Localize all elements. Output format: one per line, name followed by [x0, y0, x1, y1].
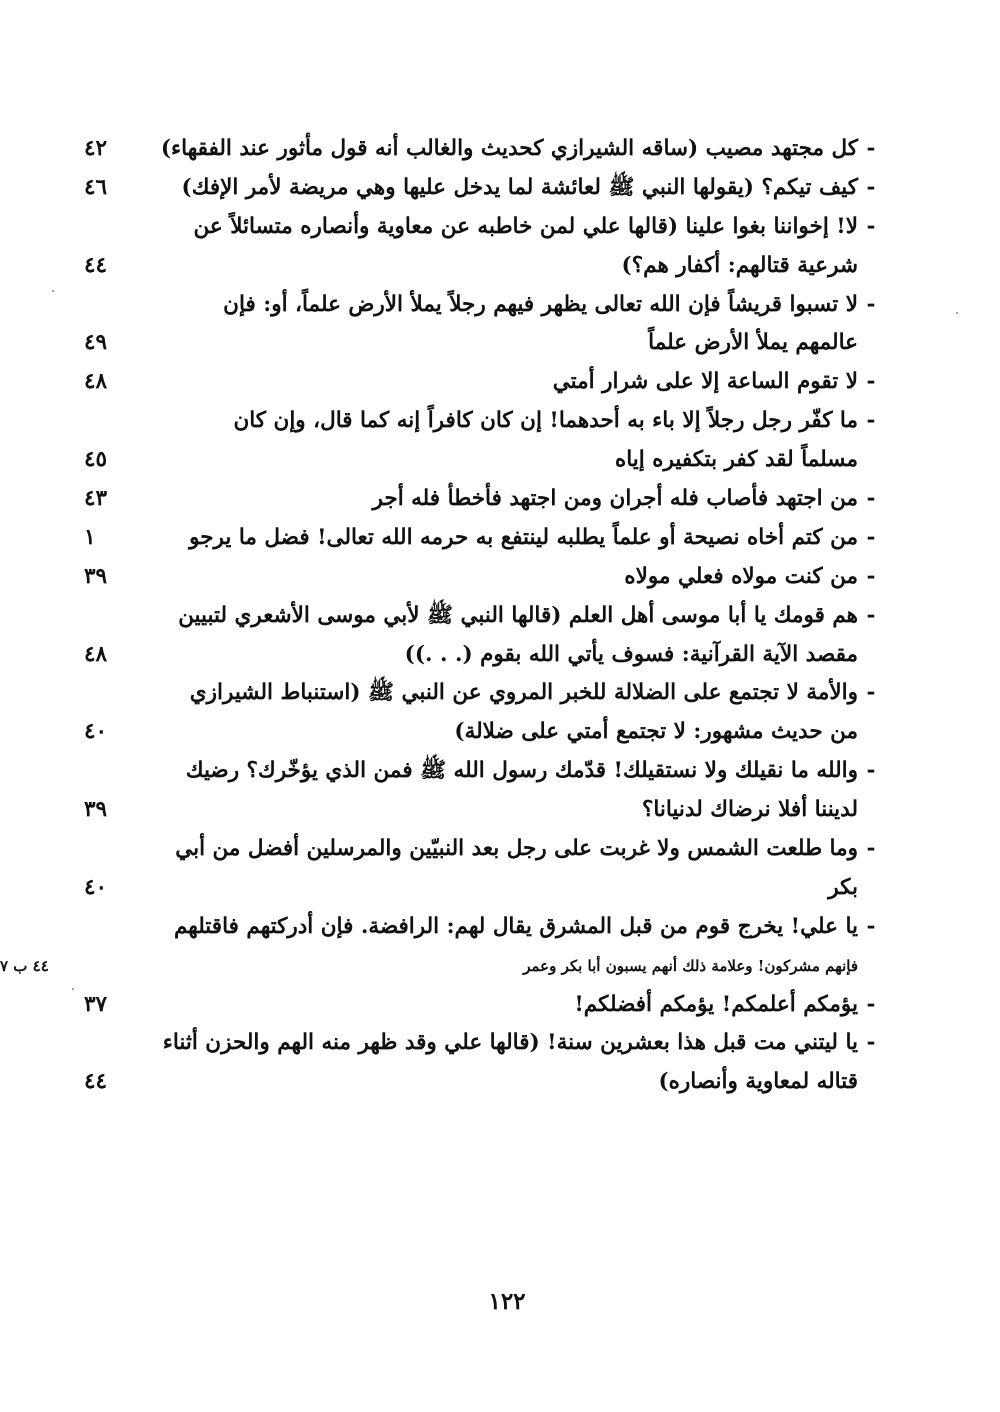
- entry-text: كل مجتهد مصيب (ساقه الشيرازي كحديث والغالب أنه قول مأثور عند الفقهاء): [160, 136, 858, 161]
- entry-text: من كنت مولاه فعلي مولاه: [624, 563, 858, 589]
- entry-text: لديننا أفلا نرضاك لدنيانا؟: [641, 797, 858, 823]
- entry-text: لا تسبوا قريشاً فإن الله تعالى يظهر فيهم رجلاً يملأ الأرض علماً، أو: فإن: [223, 291, 858, 317]
- entry-bullet-dash: -: [866, 174, 876, 200]
- page-reference: ٤٠: [84, 874, 108, 900]
- entry-line: [84, 1024, 858, 1063]
- page-reference: ٤٤: [84, 1069, 108, 1095]
- index-entry: [84, 1024, 884, 1102]
- entry-text: والله ما نقيلك ولا نستقيلك! قدّمك رسول الله ﷺ فمن الذي يؤخّرك؟ رضيك: [185, 758, 858, 784]
- entry-text: عالمهم يملأ الأرض علماً: [648, 330, 858, 356]
- entry-text: وما طلعت الشمس ولا غربت على رجل بعد النبيّين والمرسلين أفضل من أبي: [175, 836, 858, 862]
- index-entry: [84, 752, 884, 830]
- index-entry: [84, 480, 884, 519]
- entry-line: [84, 713, 858, 752]
- paper-speck: [52, 290, 54, 292]
- page-reference: ٤٤ ب ٧: [0, 956, 49, 975]
- entry-text: قتاله لمعاوية وأنصاره): [658, 1069, 858, 1095]
- entry-line: [84, 208, 858, 247]
- entry-line: [84, 247, 858, 286]
- entry-line: [84, 519, 858, 558]
- page-reference: ٤٢: [84, 136, 108, 161]
- page-reference: ٤٦: [84, 174, 108, 200]
- entry-text: من حديث مشهور: لا تجتمع أمتي على ضلالة): [454, 719, 858, 745]
- index-entry: [84, 597, 884, 675]
- entry-bullet-dash: -: [866, 991, 876, 1017]
- entry-line: [84, 402, 858, 441]
- entry-bullet-dash: -: [866, 913, 876, 939]
- entry-line: [84, 869, 858, 908]
- entry-line: [84, 791, 858, 830]
- index-entry: [84, 169, 884, 208]
- entry-bullet-dash: -: [866, 680, 876, 706]
- entry-text: كيف تيكم؟ (يقولها النبي ﷺ لعائشة لما يدخل عليها وهي مريضة لأمر الإفك): [181, 174, 858, 200]
- index-entry: [84, 286, 884, 364]
- index-entry: [0, 908, 884, 986]
- page-reference: ٤٠: [84, 719, 108, 745]
- hadith-index-list: [0, 130, 884, 1102]
- index-entry: [84, 402, 884, 480]
- entry-line: [84, 324, 858, 363]
- entry-line: [84, 752, 858, 791]
- entry-line: [84, 169, 858, 208]
- index-entry: [84, 558, 884, 597]
- entry-bullet-dash: -: [866, 408, 876, 434]
- page-reference: ٤٥: [84, 447, 108, 473]
- entry-line: [84, 636, 858, 675]
- entry-text: ما كفّر رجل رجلاً إلا باء به أحدهما! إن كان كافراً إنه كما قال، وإن كان: [233, 408, 858, 434]
- index-entry: [84, 986, 884, 1025]
- entry-bullet-dash: -: [866, 1030, 876, 1056]
- entry-text: لا تقوم الساعة إلا على شرار أمتي: [552, 369, 858, 395]
- index-entry: [84, 830, 884, 908]
- entry-line: [84, 363, 858, 402]
- entry-bullet-dash: -: [866, 602, 876, 628]
- entry-line: [84, 1063, 858, 1102]
- entry-text: مقصد الآية القرآنية: فسوف يأتي الله بقوم (. . .)): [404, 641, 858, 667]
- paper-speck: [72, 988, 74, 990]
- entry-line: [84, 286, 858, 325]
- index-entry: [84, 674, 884, 752]
- entry-bullet-dash: -: [866, 213, 876, 239]
- entry-text: يؤمكم أعلمكم! يؤمكم أفضلكم!: [574, 991, 858, 1017]
- paper-speck: [956, 312, 958, 314]
- entry-line: [84, 908, 858, 947]
- entry-bullet-dash: -: [866, 563, 876, 589]
- entry-text: يا ليتني مت قبل هذا بعشرين سنة! (قالها علي وقد ظهر منه الهم والحزن أثناء: [162, 1030, 858, 1056]
- entry-text: لا! إخواننا بغوا علينا (قالها علي لمن خاطبه عن معاوية وأنصاره متسائلاً عن: [193, 213, 858, 239]
- entry-bullet-dash: -: [866, 524, 876, 550]
- entry-bullet-dash: -: [866, 369, 876, 395]
- index-entry: [84, 519, 884, 558]
- entry-text: مسلماً لقد كفر بتكفيره إياه: [614, 447, 858, 473]
- entry-text: يا علي! يخرج قوم من قبل المشرق يقال لهم: الرافضة. فإن أدركتهم فاقتلهم: [173, 913, 858, 939]
- entry-line: [84, 674, 858, 713]
- page-number: ١٢٢: [488, 1288, 526, 1315]
- page-reference: ٤٣: [84, 486, 108, 512]
- page-reference: ٣٧: [84, 991, 108, 1017]
- page-reference: ٤٤: [84, 252, 108, 278]
- entry-line: [84, 986, 858, 1025]
- entry-bullet-dash: -: [866, 486, 876, 512]
- entry-bullet-dash: -: [866, 291, 876, 317]
- entry-line: [84, 830, 858, 869]
- entry-line: [0, 947, 858, 986]
- entry-line: [84, 441, 858, 480]
- entry-bullet-dash: -: [866, 136, 876, 161]
- entry-line: [84, 480, 858, 519]
- entry-line: [84, 597, 858, 636]
- entry-line: [84, 130, 858, 169]
- page-reference: ٣٩: [84, 797, 108, 823]
- index-entry: [84, 363, 884, 402]
- entry-text: بكر: [828, 874, 858, 900]
- page-reference: ٣٩: [84, 563, 108, 589]
- page-reference: ٤٩: [84, 330, 108, 356]
- entry-text: هم قومك يا أبا موسى أهل العلم (قالها النبي ﷺ لأبي موسى الأشعري لتبيين: [178, 602, 858, 628]
- entry-bullet-dash: -: [866, 836, 876, 862]
- entry-text: من كتم أخاه نصيحة أو علماً يطلبه لينتفع به حرمه الله تعالى! فضل ما يرجو: [189, 524, 858, 550]
- page-reference: ٤٨: [84, 369, 108, 395]
- entry-text: شرعية قتالهم: أكفار هم؟): [621, 252, 858, 278]
- entry-bullet-dash: -: [866, 758, 876, 784]
- entry-line: [84, 558, 858, 597]
- page-reference: ٤٨: [84, 641, 108, 667]
- entry-text: فإنهم مشركون! وعلامة ذلك أنهم يسبون أبا بكر وعمر: [523, 956, 858, 975]
- page-reference: ١: [84, 524, 96, 550]
- entry-text: والأمة لا تجتمع على الضلالة للخبر المروي عن النبي ﷺ (استنباط الشيرازي: [189, 680, 858, 706]
- entry-text: من اجتهد فأصاب فله أجران ومن اجتهد فأخطأ فله أجر: [372, 486, 858, 512]
- index-entry: [84, 208, 884, 286]
- index-entry: [84, 130, 884, 169]
